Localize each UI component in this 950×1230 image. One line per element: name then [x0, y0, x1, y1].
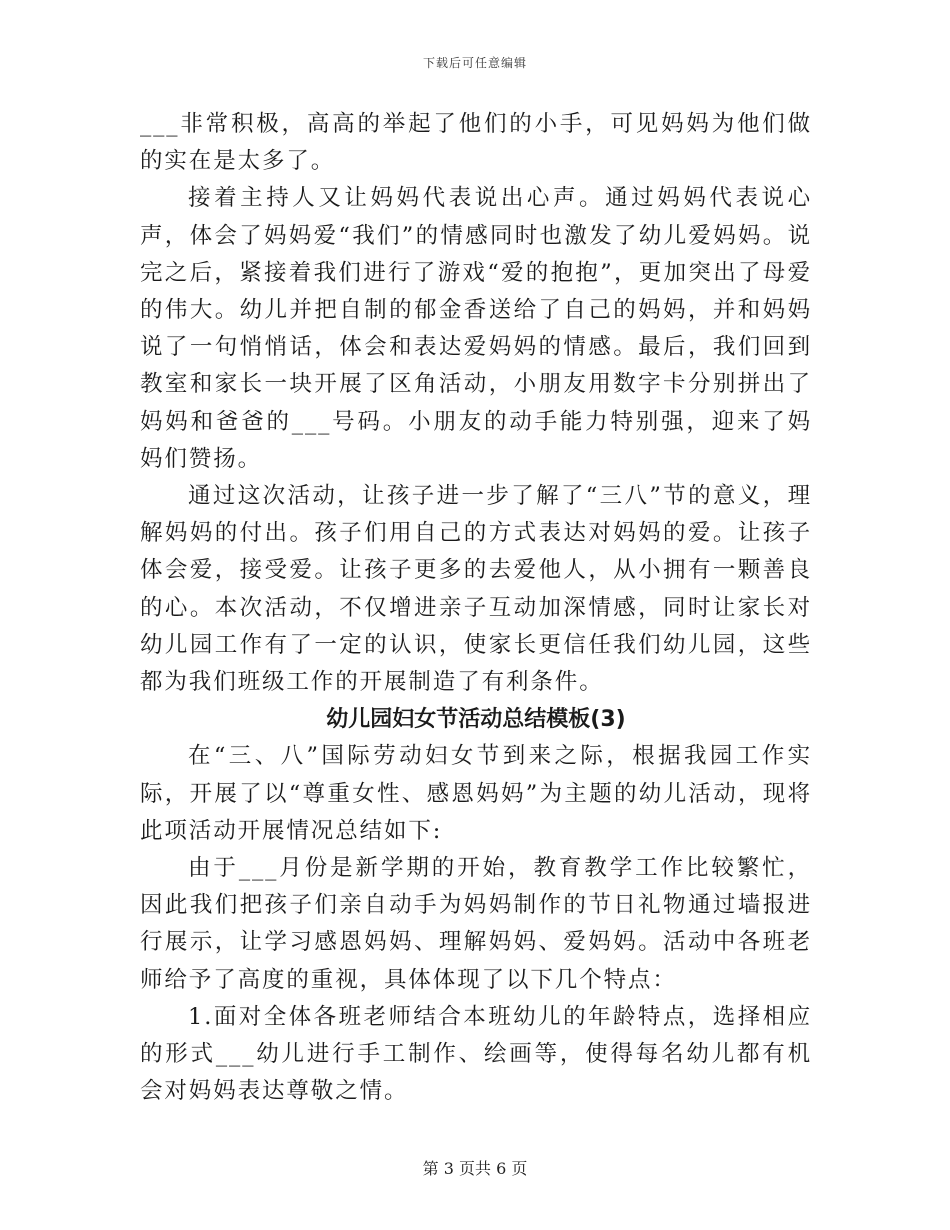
- paragraph-continuation: ___非常积极，高高的举起了他们的小手，可见妈妈为他们做的实在是太多了。: [140, 111, 812, 175]
- document-body: [140, 106, 812, 1110]
- paragraph-mother-speech: 接着主持人又让妈妈代表说出心声。通过妈妈代表说心声，体会了妈妈爱“我们”的情感同时也激发了幼儿爱妈妈。说完之后，紧接着我们进行了游戏“爱的抱抱”，更加突出了母爱的伟大。幼儿并把自制的郁金香送给了自己的妈妈，并和妈妈说了一句悄悄话，体会和表达爱妈妈的情感。最后，我们回到教室和家长一块开展了区角活动，小朋友用数字卡分别拼出了妈妈和爸爸的___号码。小朋友的动手能力特别强，迎来了妈妈们赞扬。: [140, 185, 812, 472]
- paragraph-point-1: 1.面对全体各班老师结合本班幼儿的年龄特点，选择相应的形式___幼儿进行手工制作、绘画等，使得每名幼儿都有机会对妈妈表达尊敬之情。: [140, 1003, 812, 1105]
- paragraph-month: 由于___月份是新学期的开始，教育教学工作比较繁忙，因此我们把孩子们亲自动手为妈妈制作的节日礼物通过墙报进行展示，让学习感恩妈妈、理解妈妈、爱妈妈。活动中各班老师给予了高度的重视，具体体现了以下几个特点：: [140, 855, 812, 993]
- paragraph-intro: 在“三、八”国际劳动妇女节到来之际，根据我园工作实际，开展了以“尊重女性、感恩妈妈”为主题的幼儿活动，现将此项活动开展情况总结如下:: [140, 743, 812, 844]
- section-title: 幼儿园妇女节活动总结模板(3): [326, 707, 626, 733]
- paragraph-activity-summary: 通过这次活动，让孩子进一步了解了“三八”节的意义，理解妈妈的付出。孩子们用自己的方式表达对妈妈的爱。让孩子体会爱，接受爱。让孩子更多的去爱他人，从小拥有一颗善良的心。本次活动，不仅增进亲子互动加深情感，同时让家长对幼儿园工作有了一定的认识，使家长更信任我们幼儿园，这些都为我们班级工作的开展制造了有利条件。: [140, 483, 812, 696]
- page-header: 下载后可任意编辑: [422, 56, 527, 70]
- page-footer: 第 3 页共 6 页: [422, 1159, 528, 1178]
